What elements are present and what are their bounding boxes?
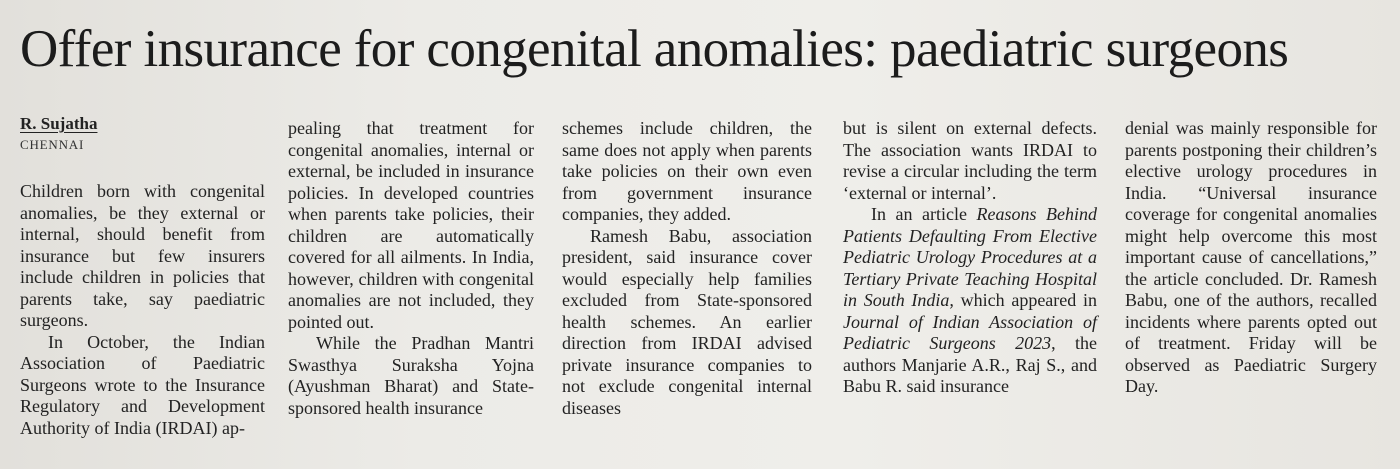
byline: R. Sujatha — [20, 114, 98, 133]
text-run: In an article — [871, 204, 977, 224]
article-column-1 — [20, 181, 265, 439]
paragraph: schemes include children, the same does not apply when parents take policies on their own even from government insurance companies, they added. — [562, 118, 812, 224]
dateline: CHENNAI — [20, 137, 85, 152]
journal-title: Journal of Indian Association of Pediatric Surgeons 2023 — [843, 311, 1097, 353]
article-column-2 — [288, 118, 534, 419]
paragraph: In October, the Indian Association of Paediatric Surgeons wrote to the Insurance Regulatory and Development Authority of India (IRDAI) ap- — [20, 331, 265, 438]
article-column-3 — [562, 118, 812, 419]
text-run: which appeared in — [953, 290, 1097, 310]
headline: Offer insurance for congenital anomalies: paediatric surgeons — [20, 20, 1289, 78]
paragraph — [843, 204, 1097, 398]
paragraph: Children born with congenital anomalies, be they external or internal, should benefit from insurance but few insurers include children in policies that parents take, say paediatric surgeons. — [20, 181, 265, 330]
paragraph: pealing that treatment for congenital anomalies, internal or external, be included in insurance policies. In developed countries when parents take policies, their children are automatically covered for all ailments. In India, however, children with congenital anomalies are not included, they pointed out. — [288, 118, 534, 332]
paragraph: While the Pradhan Mantri Swasthya Suraksha Yojna (Ayushman Bharat) and State-sponsored health insurance — [288, 333, 534, 418]
article-column-5 — [1125, 118, 1377, 398]
paragraph: but is silent on external defects. The association wants IRDAI to revise a circular including the term ‘external or internal’. — [843, 118, 1097, 203]
text-run: , the authors Manjarie A.R., Raj S., and Babu R. said insurance — [843, 333, 1097, 396]
paragraph: denial was mainly responsible for parents postponing their children’s elective urology procedures in India. “Universal insurance coverage for congenital anomalies might help overcome this most important cause of cancellations,” the article concluded. Dr. Ramesh Babu, one of the authors, recalled incidents where parents opted out of treatment. Friday will be observed as Paediatric Surgery Day. — [1125, 118, 1377, 396]
paragraph: Ramesh Babu, association president, said insurance cover would especially help families excluded from State-sponsored health schemes. An earlier direction from IRDAI advised private insurance companies to not exclude congenital internal diseases — [562, 225, 812, 418]
article-column-4 — [843, 118, 1097, 398]
article-title: Reasons Behind Patients Defaulting From Elective Pediatric Urology Procedures at a Tertiary Private Teaching Hospital in South India, — [843, 204, 1097, 310]
